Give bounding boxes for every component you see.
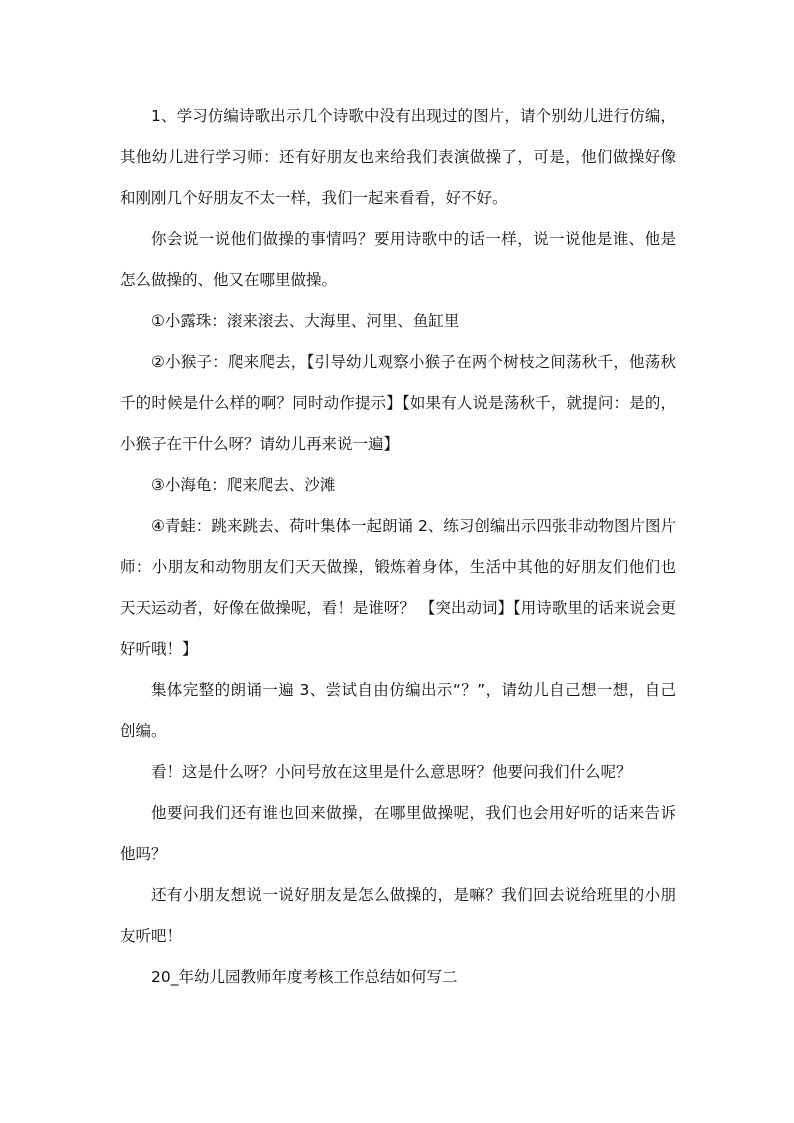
paragraph-5: ③小海龟：爬来爬去、沙滩 <box>151 476 336 494</box>
section-heading: 20_年幼儿园教师年度考核工作总结如何写二 <box>151 968 458 986</box>
paragraph-6: ④青蛙：跳来跳去、荷叶集体一起朗诵 2、练习创编出示四张非动物图片图片师：小朋友和动物朋友们天天做操，锻炼着身体，生活中其他的好朋友们他们也天天运动者，好像在做操呢，看！是谁呀？ 【突出动词】【用诗歌里的话来说会更好听哦！】 <box>120 517 676 658</box>
paragraph-10: 还有小朋友想说一说好朋友是怎么做操的，是嘛？我们回去说给班里的小朋友听吧！ <box>120 886 676 945</box>
paragraph-8: 看！这是什么呀？小问号放在这里是什么意思呀？他要问我们什么呢？ <box>151 763 632 781</box>
paragraph-1: 1、学习仿编诗歌出示几个诗歌中没有出现过的图片，请个别幼儿进行仿编，其他幼儿进行学习师：还有好朋友也来给我们表演做操了，可是，他们做操好像和刚刚几个好朋友不太一样，我们一起来看看，好不好。 <box>120 107 676 207</box>
paragraph-7: 集体完整的朗诵一遍 3、尝试自由仿编出示“？”，请幼儿自己想一想，自己创编。 <box>120 681 676 740</box>
paragraph-9: 他要问我们还有谁也回来做操，在哪里做操呢，我们也会用好听的话来告诉他吗？ <box>120 804 676 863</box>
paragraph-3: ①小露珠：滚来滚去、大海里、河里、鱼缸里 <box>151 312 460 330</box>
paragraph-4: ②小猴子：爬来爬去，【引导幼儿观察小猴子在两个树枝之间荡秋千，他荡秋千的时候是什么样的啊？同时动作提示】【如果有人说是荡秋千，就提问：是的，小猴子在干什么呀？请幼儿再来说一遍】 <box>120 353 676 453</box>
document-body <box>120 96 676 998</box>
paragraph-2: 你会说一说他们做操的事情吗？要用诗歌中的话一样，说一说他是谁、他是怎么做操的、他又在哪里做操。 <box>120 230 676 289</box>
